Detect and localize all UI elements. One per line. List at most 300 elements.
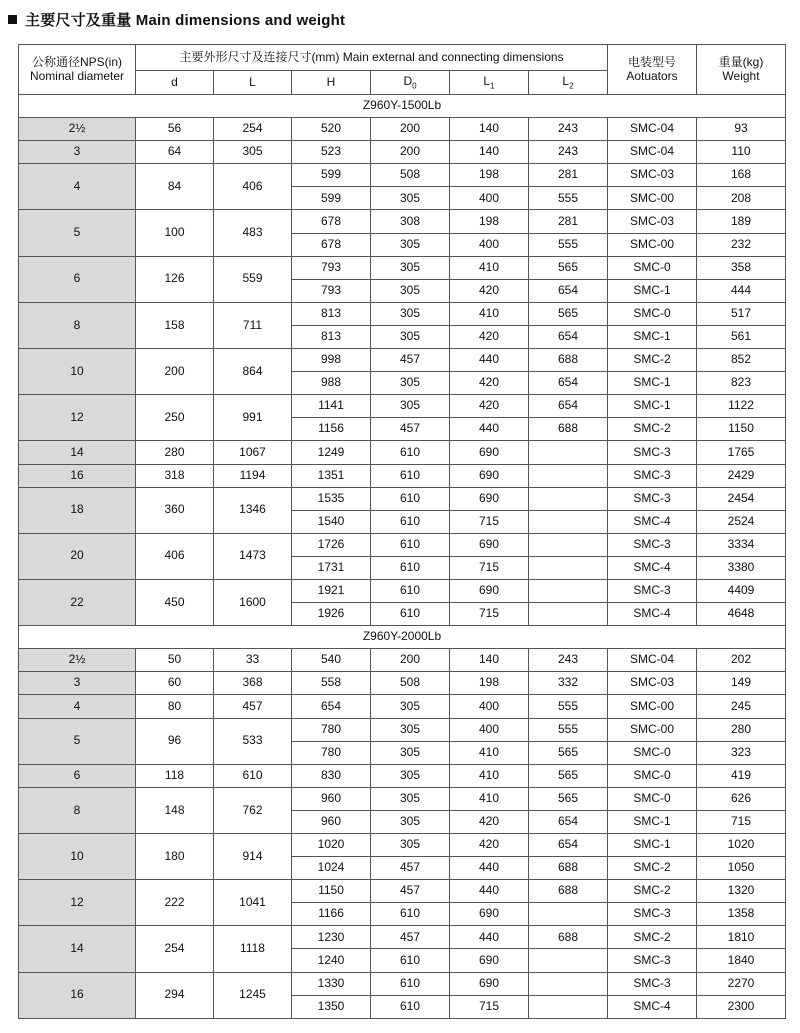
D0-cell: 305 <box>371 810 450 833</box>
L-cell: 711 <box>214 302 292 348</box>
L1-cell: 400 <box>450 695 529 718</box>
nps-cell: 4 <box>19 695 136 718</box>
actuator-cell: SMC-1 <box>608 325 697 348</box>
header-nominal-diameter <box>19 45 136 95</box>
weight-cell: 232 <box>697 233 786 256</box>
actuator-cell: SMC-04 <box>608 118 697 141</box>
nps-cell: 2½ <box>19 118 136 141</box>
L2-cell: 688 <box>529 857 608 880</box>
table-row <box>19 787 786 810</box>
L1-cell: 140 <box>450 141 529 164</box>
actuator-cell: SMC-2 <box>608 926 697 949</box>
nps-cell: 14 <box>19 441 136 464</box>
nps-cell: 5 <box>19 210 136 256</box>
H-cell: 599 <box>292 164 371 187</box>
actuator-cell: SMC-3 <box>608 903 697 926</box>
header-weight-en: Weight <box>722 68 760 83</box>
L1-cell: 715 <box>450 510 529 533</box>
L2-cell: 688 <box>529 418 608 441</box>
L2-cell <box>529 903 608 926</box>
actuator-cell: SMC-3 <box>608 533 697 556</box>
D0-cell: 508 <box>371 672 450 695</box>
D0-cell: 610 <box>371 441 450 464</box>
weight-cell: 93 <box>697 118 786 141</box>
H-cell: 988 <box>292 372 371 395</box>
H-cell: 780 <box>292 741 371 764</box>
L2-cell <box>529 579 608 602</box>
H-cell: 813 <box>292 302 371 325</box>
D0-cell: 610 <box>371 579 450 602</box>
L2-cell <box>529 603 608 626</box>
L2-cell: 654 <box>529 325 608 348</box>
actuator-cell: SMC-0 <box>608 256 697 279</box>
weight-cell: 419 <box>697 764 786 787</box>
actuator-cell: SMC-0 <box>608 302 697 325</box>
L-cell: 33 <box>214 649 292 672</box>
H-cell: 960 <box>292 787 371 810</box>
L-cell: 457 <box>214 695 292 718</box>
header-weight-cn: 重量(kg) <box>718 54 764 69</box>
nps-cell: 12 <box>19 880 136 926</box>
actuator-cell: SMC-03 <box>608 672 697 695</box>
L1-cell: 400 <box>450 233 529 256</box>
table-row <box>19 880 786 903</box>
L-cell: 1041 <box>214 880 292 926</box>
L1-cell: 690 <box>450 464 529 487</box>
actuator-cell: SMC-3 <box>608 487 697 510</box>
actuator-cell: SMC-4 <box>608 510 697 533</box>
d-cell: 126 <box>136 256 214 302</box>
page-title-text: 主要尺寸及重量 Main dimensions and weight <box>25 11 346 29</box>
actuator-cell: SMC-4 <box>608 603 697 626</box>
D0-cell: 305 <box>371 834 450 857</box>
H-cell: 1926 <box>292 603 371 626</box>
nps-cell: 5 <box>19 718 136 764</box>
L2-cell: 688 <box>529 349 608 372</box>
D0-cell: 610 <box>371 949 450 972</box>
H-cell: 1540 <box>292 510 371 533</box>
L2-cell: 654 <box>529 810 608 833</box>
weight-cell: 1050 <box>697 857 786 880</box>
D0-cell: 305 <box>371 695 450 718</box>
weight-cell: 626 <box>697 787 786 810</box>
actuator-cell: SMC-3 <box>608 441 697 464</box>
weight-cell: 823 <box>697 372 786 395</box>
L-cell: 1346 <box>214 487 292 533</box>
d-cell: 84 <box>136 164 214 210</box>
D0-cell: 305 <box>371 279 450 302</box>
H-cell: 654 <box>292 695 371 718</box>
weight-cell: 4409 <box>697 579 786 602</box>
H-cell: 1249 <box>292 441 371 464</box>
d-cell: 280 <box>136 441 214 464</box>
L-cell: 406 <box>214 164 292 210</box>
L1-cell: 420 <box>450 372 529 395</box>
L1-cell: 420 <box>450 810 529 833</box>
L1-cell: 690 <box>450 441 529 464</box>
L1-cell: 410 <box>450 741 529 764</box>
weight-cell: 561 <box>697 325 786 348</box>
H-cell: 678 <box>292 233 371 256</box>
weight-cell: 3334 <box>697 533 786 556</box>
nps-cell: 3 <box>19 672 136 695</box>
header-actuator-en: Aotuators <box>626 68 678 83</box>
actuator-cell: SMC-1 <box>608 279 697 302</box>
D0-cell: 305 <box>371 372 450 395</box>
weight-cell: 202 <box>697 649 786 672</box>
L1-cell: 715 <box>450 995 529 1018</box>
L-cell: 610 <box>214 764 292 787</box>
weight-cell: 280 <box>697 718 786 741</box>
actuator-cell: SMC-2 <box>608 857 697 880</box>
table-row <box>19 487 786 510</box>
D0-cell: 457 <box>371 857 450 880</box>
H-cell: 1350 <box>292 995 371 1018</box>
actuator-cell: SMC-00 <box>608 695 697 718</box>
H-cell: 793 <box>292 279 371 302</box>
dimensions-table <box>18 44 786 1019</box>
header-col-D0 <box>371 71 450 95</box>
weight-cell: 1765 <box>697 441 786 464</box>
H-cell: 1156 <box>292 418 371 441</box>
actuator-cell: SMC-03 <box>608 164 697 187</box>
header-col-H: H <box>292 71 371 95</box>
H-cell: 1230 <box>292 926 371 949</box>
L2-cell: 243 <box>529 118 608 141</box>
nps-cell: 16 <box>19 972 136 1018</box>
d-cell: 64 <box>136 141 214 164</box>
d-cell: 80 <box>136 695 214 718</box>
L1-cell: 198 <box>450 164 529 187</box>
section-title: Z960Y-2000Lb <box>19 626 786 649</box>
L1-cell: 410 <box>450 764 529 787</box>
L2-cell: 654 <box>529 834 608 857</box>
weight-cell: 852 <box>697 349 786 372</box>
d-cell: 100 <box>136 210 214 256</box>
table-row <box>19 533 786 556</box>
nps-cell: 22 <box>19 579 136 625</box>
weight-cell: 4648 <box>697 603 786 626</box>
nps-cell: 4 <box>19 164 136 210</box>
D0-cell: 457 <box>371 418 450 441</box>
L1-cell: 690 <box>450 533 529 556</box>
L2-cell <box>529 510 608 533</box>
H-cell: 1166 <box>292 903 371 926</box>
L2-cell: 654 <box>529 372 608 395</box>
L2-cell: 565 <box>529 302 608 325</box>
L2-cell: 654 <box>529 395 608 418</box>
actuator-cell: SMC-3 <box>608 464 697 487</box>
actuator-cell: SMC-2 <box>608 880 697 903</box>
nps-cell: 3 <box>19 141 136 164</box>
d-cell: 50 <box>136 649 214 672</box>
H-cell: 1020 <box>292 834 371 857</box>
actuator-cell: SMC-03 <box>608 210 697 233</box>
nps-cell: 8 <box>19 302 136 348</box>
L1-cell: 198 <box>450 210 529 233</box>
table-row <box>19 256 786 279</box>
L2-cell <box>529 995 608 1018</box>
header-col-D0-main: D <box>403 73 413 88</box>
D0-cell: 457 <box>371 880 450 903</box>
L2-cell <box>529 464 608 487</box>
d-cell: 148 <box>136 787 214 833</box>
header-dimensions-group: 主要外形尺寸及连接尺寸(mm) Main external and connecting dimensions <box>136 45 608 71</box>
L1-cell: 400 <box>450 187 529 210</box>
H-cell: 1150 <box>292 880 371 903</box>
L2-cell: 565 <box>529 787 608 810</box>
L1-cell: 420 <box>450 395 529 418</box>
L1-cell: 420 <box>450 279 529 302</box>
L2-cell: 654 <box>529 279 608 302</box>
D0-cell: 610 <box>371 972 450 995</box>
square-bullet-icon <box>8 15 17 24</box>
L1-cell: 198 <box>450 672 529 695</box>
header-col-L2 <box>529 71 608 95</box>
H-cell: 523 <box>292 141 371 164</box>
weight-cell: 1810 <box>697 926 786 949</box>
H-cell: 1535 <box>292 487 371 510</box>
L2-cell <box>529 441 608 464</box>
L2-cell: 688 <box>529 926 608 949</box>
H-cell: 540 <box>292 649 371 672</box>
D0-cell: 308 <box>371 210 450 233</box>
nps-cell: 6 <box>19 764 136 787</box>
H-cell: 599 <box>292 187 371 210</box>
D0-cell: 305 <box>371 787 450 810</box>
d-cell: 318 <box>136 464 214 487</box>
d-cell: 294 <box>136 972 214 1018</box>
L2-cell: 688 <box>529 880 608 903</box>
weight-cell: 3380 <box>697 556 786 579</box>
L-cell: 1473 <box>214 533 292 579</box>
H-cell: 1240 <box>292 949 371 972</box>
H-cell: 780 <box>292 718 371 741</box>
L2-cell: 555 <box>529 187 608 210</box>
d-cell: 158 <box>136 302 214 348</box>
table-row <box>19 695 786 718</box>
H-cell: 960 <box>292 810 371 833</box>
L1-cell: 690 <box>450 949 529 972</box>
L2-cell <box>529 972 608 995</box>
header-col-L1-sub: 1 <box>490 81 495 91</box>
weight-cell: 1840 <box>697 949 786 972</box>
table-row <box>19 118 786 141</box>
L-cell: 1245 <box>214 972 292 1018</box>
L1-cell: 410 <box>450 302 529 325</box>
H-cell: 813 <box>292 325 371 348</box>
L-cell: 1118 <box>214 926 292 972</box>
weight-cell: 110 <box>697 141 786 164</box>
actuator-cell: SMC-1 <box>608 834 697 857</box>
d-cell: 450 <box>136 579 214 625</box>
L1-cell: 410 <box>450 256 529 279</box>
L2-cell: 243 <box>529 141 608 164</box>
L2-cell: 243 <box>529 649 608 672</box>
L2-cell: 555 <box>529 718 608 741</box>
section-row <box>19 95 786 118</box>
section-row <box>19 626 786 649</box>
H-cell: 1330 <box>292 972 371 995</box>
header-nps-cn: 公称通径NPS(in) <box>31 54 122 69</box>
header-nps-en: Nominal diameter <box>29 68 125 83</box>
L2-cell: 565 <box>529 256 608 279</box>
L2-cell: 332 <box>529 672 608 695</box>
H-cell: 998 <box>292 349 371 372</box>
d-cell: 250 <box>136 395 214 441</box>
L2-cell: 281 <box>529 210 608 233</box>
L2-cell <box>529 487 608 510</box>
actuator-cell: SMC-00 <box>608 718 697 741</box>
L-cell: 991 <box>214 395 292 441</box>
actuator-cell: SMC-3 <box>608 972 697 995</box>
table-body <box>19 95 786 1019</box>
L-cell: 533 <box>214 718 292 764</box>
L2-cell: 555 <box>529 695 608 718</box>
L-cell: 305 <box>214 141 292 164</box>
L-cell: 559 <box>214 256 292 302</box>
D0-cell: 610 <box>371 533 450 556</box>
weight-cell: 245 <box>697 695 786 718</box>
L1-cell: 440 <box>450 880 529 903</box>
D0-cell: 305 <box>371 395 450 418</box>
L-cell: 483 <box>214 210 292 256</box>
H-cell: 793 <box>292 256 371 279</box>
H-cell: 830 <box>292 764 371 787</box>
weight-cell: 444 <box>697 279 786 302</box>
D0-cell: 610 <box>371 510 450 533</box>
d-cell: 96 <box>136 718 214 764</box>
table-row <box>19 718 786 741</box>
nps-cell: 10 <box>19 349 136 395</box>
H-cell: 1024 <box>292 857 371 880</box>
weight-cell: 2454 <box>697 487 786 510</box>
header-actuator-cn: 电装型号 <box>627 54 676 69</box>
table-row <box>19 441 786 464</box>
weight-cell: 1320 <box>697 880 786 903</box>
L1-cell: 440 <box>450 349 529 372</box>
L2-cell <box>529 949 608 972</box>
weight-cell: 1020 <box>697 834 786 857</box>
d-cell: 118 <box>136 764 214 787</box>
header-col-L2-sub: 2 <box>569 81 574 91</box>
d-cell: 254 <box>136 926 214 972</box>
d-cell: 180 <box>136 834 214 880</box>
d-cell: 222 <box>136 880 214 926</box>
nps-cell: 6 <box>19 256 136 302</box>
L1-cell: 400 <box>450 718 529 741</box>
L-cell: 1600 <box>214 579 292 625</box>
H-cell: 558 <box>292 672 371 695</box>
nps-cell: 12 <box>19 395 136 441</box>
weight-cell: 2524 <box>697 510 786 533</box>
L1-cell: 690 <box>450 487 529 510</box>
D0-cell: 305 <box>371 764 450 787</box>
weight-cell: 1122 <box>697 395 786 418</box>
H-cell: 678 <box>292 210 371 233</box>
D0-cell: 457 <box>371 926 450 949</box>
L-cell: 914 <box>214 834 292 880</box>
L-cell: 1067 <box>214 441 292 464</box>
H-cell: 1351 <box>292 464 371 487</box>
header-actuators <box>608 45 697 95</box>
actuator-cell: SMC-1 <box>608 395 697 418</box>
table-row <box>19 972 786 995</box>
D0-cell: 200 <box>371 649 450 672</box>
table-row <box>19 395 786 418</box>
actuator-cell: SMC-0 <box>608 787 697 810</box>
H-cell: 520 <box>292 118 371 141</box>
weight-cell: 1150 <box>697 418 786 441</box>
weight-cell: 168 <box>697 164 786 187</box>
header-col-D0-sub: 0 <box>412 81 417 91</box>
L1-cell: 440 <box>450 418 529 441</box>
header-col-L2-main: L <box>562 73 570 88</box>
D0-cell: 610 <box>371 995 450 1018</box>
L2-cell: 565 <box>529 741 608 764</box>
table-row <box>19 579 786 602</box>
actuator-cell: SMC-0 <box>608 741 697 764</box>
L1-cell: 410 <box>450 787 529 810</box>
header-weight <box>697 45 786 95</box>
L2-cell: 565 <box>529 764 608 787</box>
header-col-L1 <box>450 71 529 95</box>
d-cell: 360 <box>136 487 214 533</box>
actuator-cell: SMC-00 <box>608 233 697 256</box>
L1-cell: 140 <box>450 118 529 141</box>
nps-cell: 18 <box>19 487 136 533</box>
header-col-L1-main: L <box>483 73 491 88</box>
table-row <box>19 834 786 857</box>
nps-cell: 8 <box>19 787 136 833</box>
L1-cell: 715 <box>450 556 529 579</box>
L-cell: 1194 <box>214 464 292 487</box>
table-row <box>19 210 786 233</box>
d-cell: 60 <box>136 672 214 695</box>
nps-cell: 14 <box>19 926 136 972</box>
L1-cell: 140 <box>450 649 529 672</box>
actuator-cell: SMC-04 <box>608 141 697 164</box>
actuator-cell: SMC-0 <box>608 764 697 787</box>
table-row <box>19 926 786 949</box>
H-cell: 1726 <box>292 533 371 556</box>
table-row <box>19 764 786 787</box>
table-row <box>19 141 786 164</box>
nps-cell: 20 <box>19 533 136 579</box>
D0-cell: 610 <box>371 556 450 579</box>
table-row <box>19 349 786 372</box>
header-col-d: d <box>136 71 214 95</box>
weight-cell: 149 <box>697 672 786 695</box>
table-row <box>19 164 786 187</box>
D0-cell: 305 <box>371 187 450 210</box>
D0-cell: 200 <box>371 118 450 141</box>
D0-cell: 610 <box>371 603 450 626</box>
nps-cell: 2½ <box>19 649 136 672</box>
L1-cell: 440 <box>450 926 529 949</box>
L1-cell: 690 <box>450 579 529 602</box>
table-row <box>19 649 786 672</box>
D0-cell: 610 <box>371 903 450 926</box>
L1-cell: 690 <box>450 972 529 995</box>
actuator-cell: SMC-2 <box>608 418 697 441</box>
d-cell: 56 <box>136 118 214 141</box>
actuator-cell: SMC-04 <box>608 649 697 672</box>
actuator-cell: SMC-1 <box>608 372 697 395</box>
weight-cell: 715 <box>697 810 786 833</box>
actuator-cell: SMC-1 <box>608 810 697 833</box>
H-cell: 1731 <box>292 556 371 579</box>
